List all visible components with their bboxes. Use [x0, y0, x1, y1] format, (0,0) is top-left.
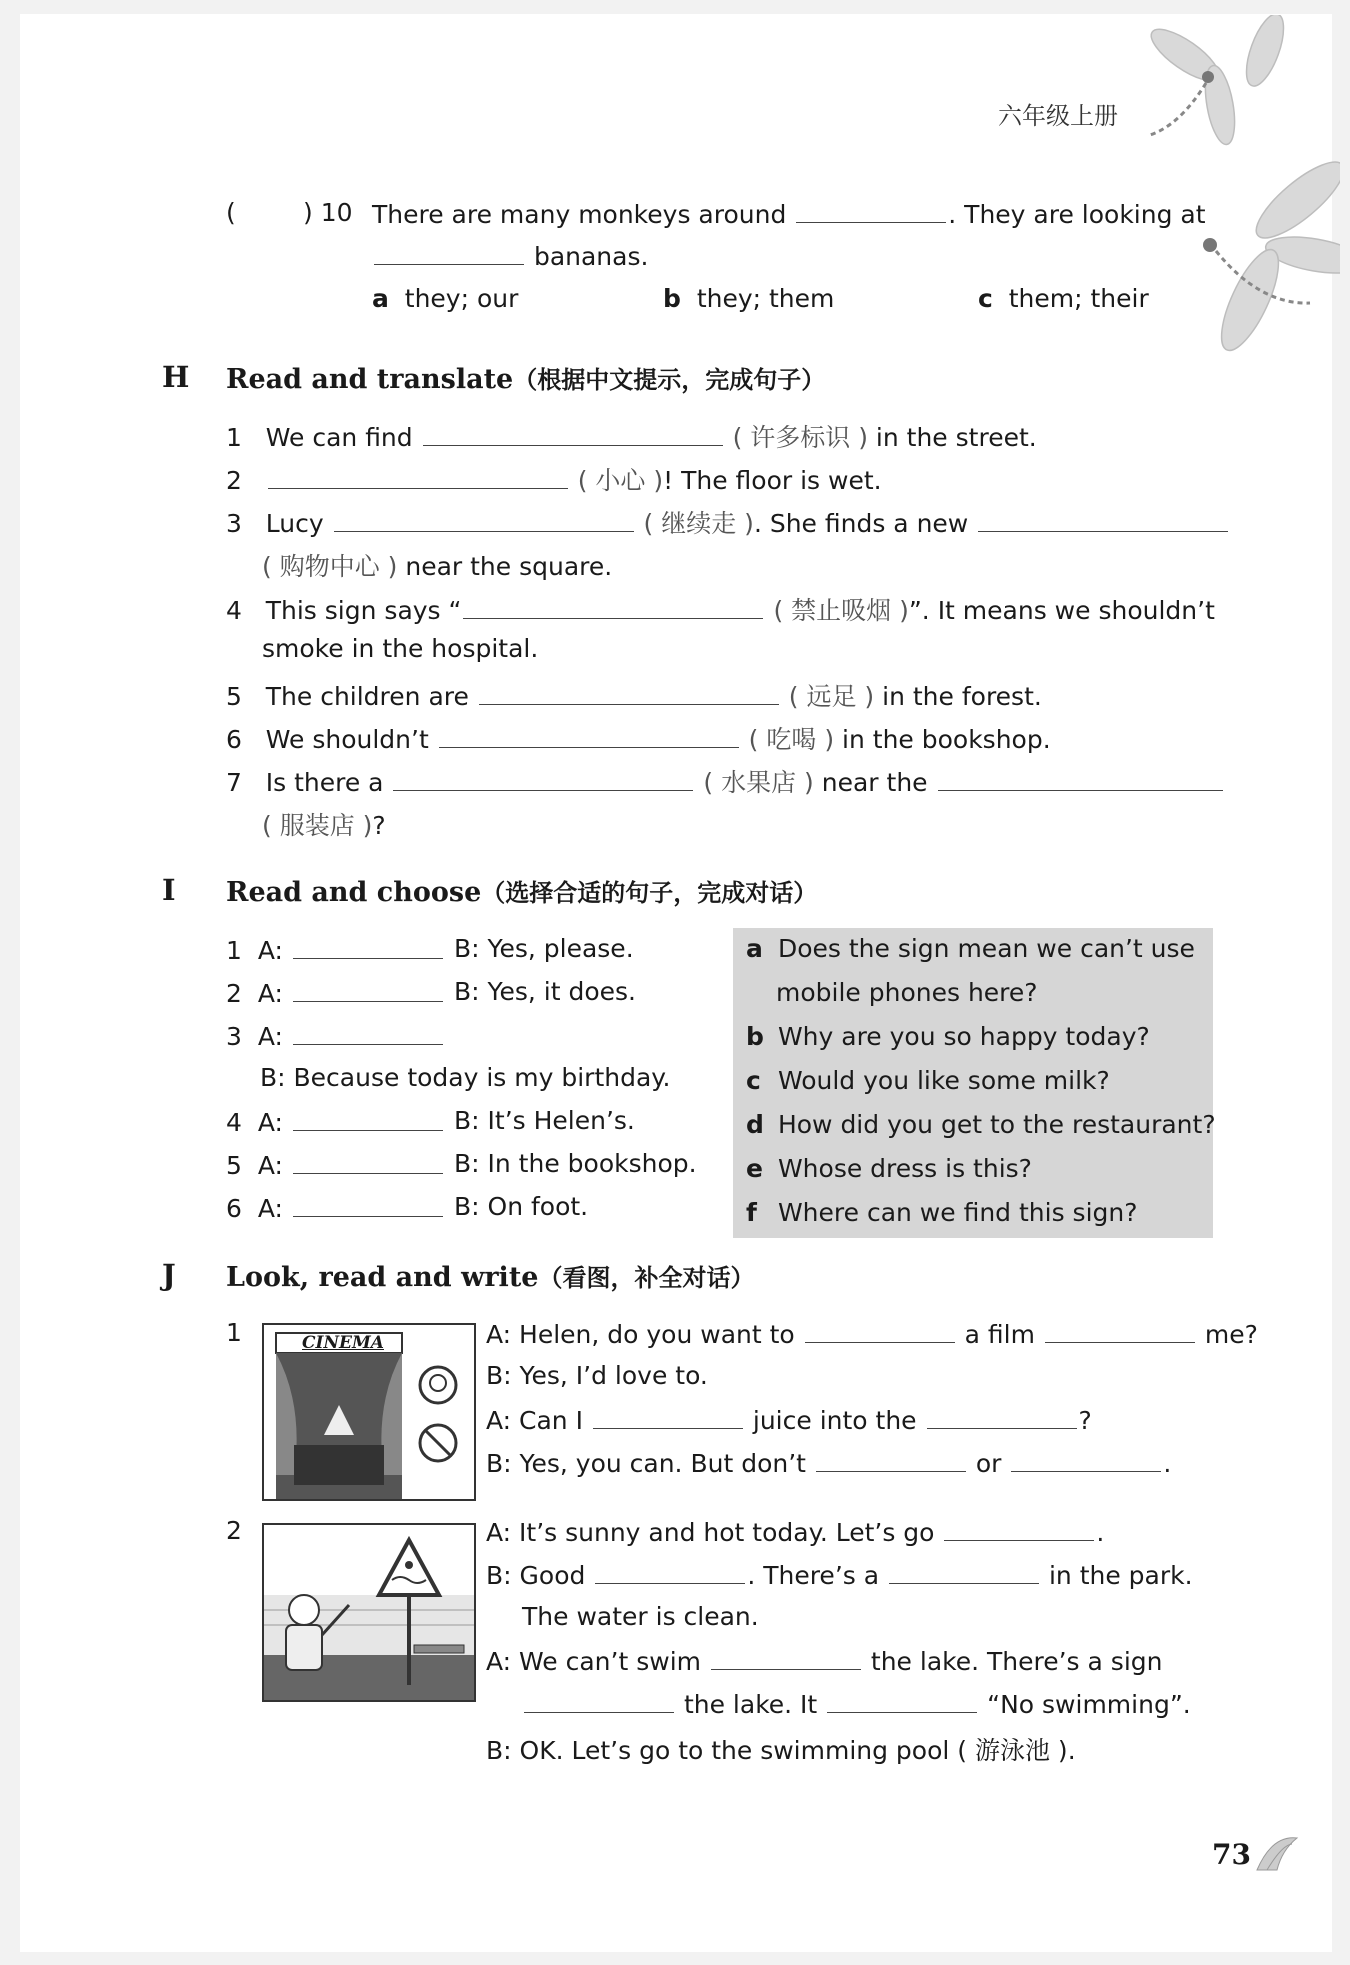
- i-option-d: d How did you get to the restaurant?: [746, 1110, 1216, 1139]
- j2-blank-6[interactable]: [827, 1688, 977, 1713]
- j1-line-1: A: Helen, do you want to a film me?: [486, 1320, 1258, 1349]
- h-item-3: 3 Lucy ( 继续走 ). She finds a new: [226, 504, 1230, 540]
- q10-option-c: c them; their: [978, 284, 1149, 313]
- i6-blank[interactable]: [293, 1192, 443, 1217]
- h-item-3-cont: ( 购物中心 ) near the square.: [262, 552, 613, 581]
- section-j-letter: J: [162, 1258, 176, 1292]
- i-options-box: [733, 928, 1216, 1238]
- i-item-2: 2 A:: [226, 977, 445, 1008]
- q10-blank-1[interactable]: [796, 198, 946, 223]
- section-j-title: Look, read and write: [226, 1262, 539, 1293]
- section-i-cn: （选择合适的句子，完成对话）: [481, 879, 818, 907]
- question-number: ) 10: [303, 198, 353, 227]
- i-option-a: a Does the sign mean we can’t use: [746, 934, 1195, 963]
- h-item-2: 2 ( 小心 )! The floor is wet.: [226, 466, 882, 495]
- section-i-heading: [226, 873, 817, 908]
- section-h-cn: （根据中文提示，完成句子）: [513, 366, 826, 394]
- q10-option-b: b they; them: [663, 284, 835, 313]
- j1-blank-6[interactable]: [1011, 1447, 1161, 1472]
- j2-line-4: A: We can’t swim the lake. There’s a sign: [486, 1647, 1163, 1676]
- q10-line1: [372, 198, 1206, 229]
- section-h-letter: H: [162, 360, 190, 394]
- h4-blank[interactable]: [463, 594, 763, 619]
- i-option-a-cont: mobile phones here?: [776, 978, 1038, 1007]
- j1-blank-1[interactable]: [805, 1318, 955, 1343]
- h6-blank[interactable]: [439, 723, 739, 748]
- j1-blank-2[interactable]: [1045, 1318, 1195, 1343]
- q10-line2: [372, 240, 648, 271]
- section-h-title: Read and translate: [226, 364, 514, 395]
- i2-blank[interactable]: [293, 977, 443, 1002]
- page-number: 73: [1212, 1838, 1251, 1871]
- i-option-c: c Would you like some milk?: [746, 1066, 1110, 1095]
- h1-blank[interactable]: [423, 421, 723, 446]
- j2-line-5: the lake. It “No swimming”.: [522, 1688, 1191, 1719]
- cinema-sign-text: CINEMA: [302, 1333, 384, 1353]
- i-item-1: 1 A:: [226, 934, 445, 965]
- i5-blank[interactable]: [293, 1149, 443, 1174]
- i-item-4: 4 A:: [226, 1106, 445, 1137]
- j2-blank-3[interactable]: [889, 1559, 1039, 1584]
- section-i-letter: I: [162, 873, 176, 907]
- i-item-1-b: B: Yes, please.: [454, 934, 634, 963]
- q10-text-c: bananas.: [533, 242, 649, 271]
- h3-blank-2[interactable]: [978, 507, 1228, 532]
- h2-blank[interactable]: [268, 464, 568, 489]
- lake-picture: [262, 1523, 476, 1702]
- dragonfly-decoration-icon: [1140, 15, 1340, 355]
- h-item-6: 6 We shouldn’t ( 吃喝 ) in the bookshop.: [226, 725, 1051, 754]
- i1-blank[interactable]: [293, 934, 443, 959]
- i-item-5-b: B: In the bookshop.: [454, 1149, 697, 1178]
- h-item-4: 4 This sign says “ ( 禁止吸烟 )”. It means we shouldn’t: [226, 596, 1215, 625]
- section-j-cn: （看图，补全对话）: [538, 1264, 755, 1292]
- j1-line-2: B: Yes, I’d love to.: [486, 1361, 708, 1390]
- cinema-picture: [262, 1323, 476, 1501]
- j2-line-6: B: OK. Let’s go to the swimming pool ( 游泳池 ).: [486, 1736, 1076, 1765]
- j1-blank-3[interactable]: [593, 1404, 743, 1429]
- h7-blank-2[interactable]: [938, 766, 1223, 791]
- i-item-2-b: B: Yes, it does.: [454, 977, 636, 1006]
- q10-option-a: a they; our: [372, 284, 519, 313]
- i-item-3-b: B: Because today is my birthday.: [260, 1063, 671, 1092]
- i-item-4-b: B: It’s Helen’s.: [454, 1106, 635, 1135]
- h7-blank-1[interactable]: [393, 766, 693, 791]
- i-item-6: 6 A:: [226, 1192, 445, 1223]
- j2-blank-1[interactable]: [944, 1516, 1094, 1541]
- section-j-heading: [226, 1258, 754, 1293]
- i-option-b: b Why are you so happy today?: [746, 1022, 1150, 1051]
- i-item-5: 5 A:: [226, 1149, 445, 1180]
- i-item-6-b: B: On foot.: [454, 1192, 589, 1221]
- answer-paren-open: (: [226, 198, 236, 227]
- i-item-3: 3 A:: [226, 1020, 445, 1051]
- q10-text-b: . They are looking at: [948, 200, 1206, 229]
- i4-blank[interactable]: [293, 1106, 443, 1131]
- h-item-7-cont: ( 服装店 )?: [262, 811, 386, 840]
- i-option-e: e Whose dress is this?: [746, 1154, 1032, 1183]
- i3-blank[interactable]: [293, 1020, 443, 1045]
- i-option-f: f Where can we find this sign?: [746, 1198, 1138, 1227]
- section-h-heading: [226, 360, 825, 395]
- j1-blank-5[interactable]: [816, 1447, 966, 1472]
- h-item-4-cont: smoke in the hospital.: [262, 634, 539, 663]
- h-item-1: 1 We can find ( 许多标识 ) in the street.: [226, 423, 1037, 452]
- lake-scene-icon: [264, 1525, 474, 1700]
- grade-label: 六年级上册: [998, 102, 1118, 130]
- j2-blank-5[interactable]: [524, 1688, 674, 1713]
- j2-blank-4[interactable]: [711, 1645, 861, 1670]
- j-item-2-number: 2: [226, 1516, 242, 1545]
- j2-line-2: B: Good . There’s a in the park.: [486, 1561, 1193, 1590]
- j1-blank-4[interactable]: [927, 1404, 1077, 1429]
- leaf-icon: [1252, 1830, 1302, 1875]
- j2-blank-2[interactable]: [595, 1559, 745, 1584]
- q10-text-a: There are many monkeys around: [372, 200, 787, 229]
- j2-line-3: The water is clean.: [522, 1602, 759, 1631]
- j1-line-4: B: Yes, you can. But don’t or .: [486, 1449, 1172, 1478]
- h3-blank-1[interactable]: [334, 507, 634, 532]
- j2-line-1: A: It’s sunny and hot today. Let’s go .: [486, 1518, 1105, 1547]
- h-item-5: 5 The children are ( 远足 ) in the forest.: [226, 682, 1042, 711]
- j-item-1-number: 1: [226, 1318, 242, 1347]
- h-item-7: 7 Is there a ( 水果店 ) near the: [226, 763, 1225, 799]
- j1-line-3: A: Can I juice into the ?: [486, 1406, 1092, 1435]
- h5-blank[interactable]: [479, 680, 779, 705]
- section-i-title: Read and choose: [226, 877, 482, 908]
- q10-blank-2[interactable]: [374, 240, 524, 265]
